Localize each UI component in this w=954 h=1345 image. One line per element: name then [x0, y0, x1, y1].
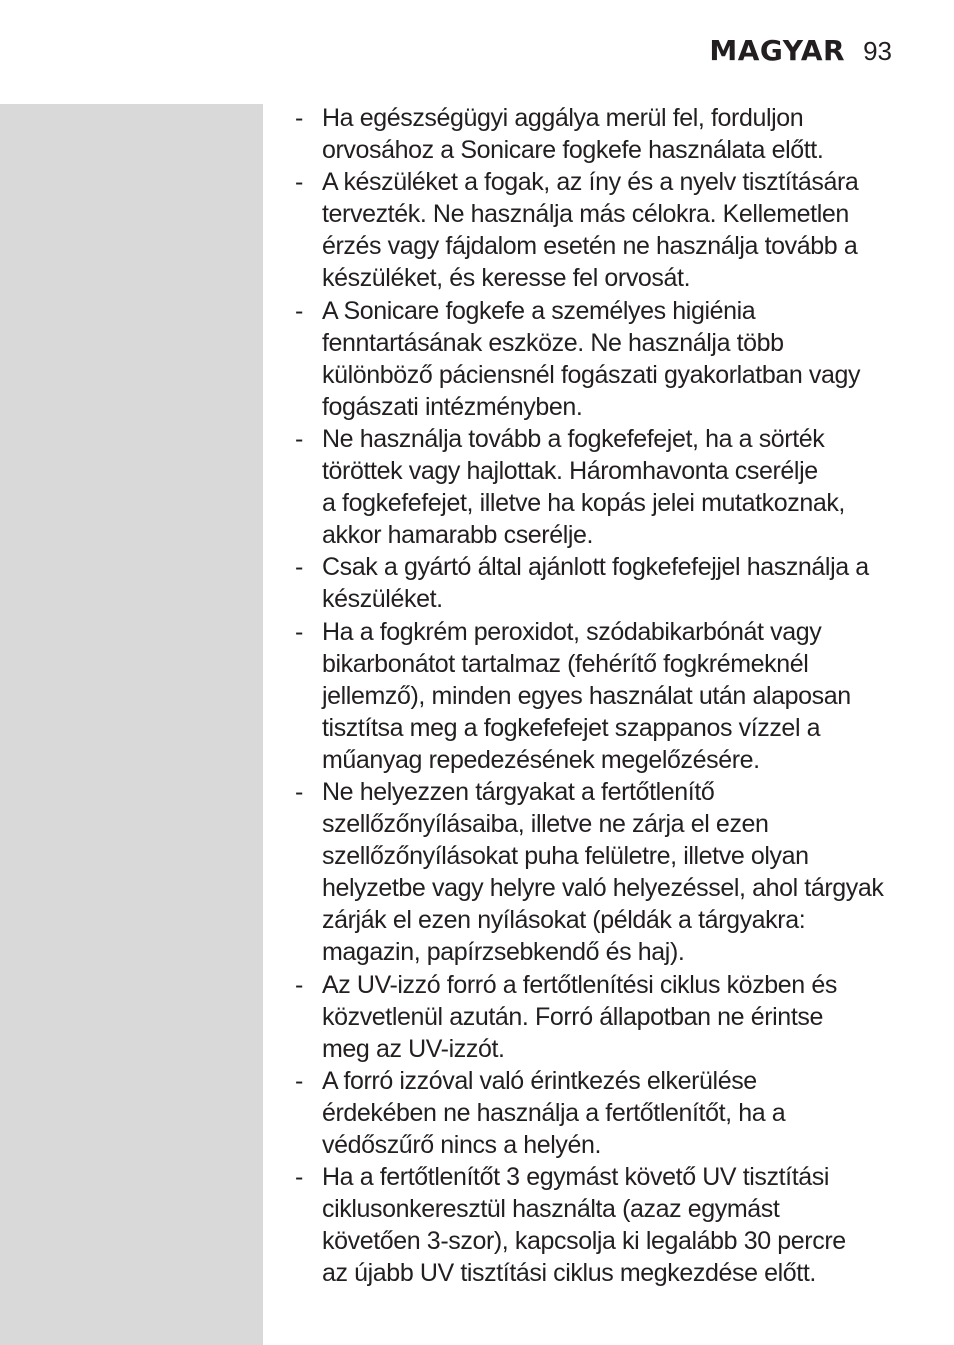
list-item-text: Ha a fertőtlenítőt 3 egymást követő UV tisztítási ciklusonkeresztül használta (azaz egymást követően 3-szor), kapcsolja ki legalább 30 percre az újabb UV tisztítási ciklus megkezdése előtt. — [322, 1163, 846, 1288]
list-marker: - — [295, 104, 303, 132]
list-item — [295, 166, 899, 294]
list-item-text: Az UV-izzó forró a fertőtlenítési ciklus közben és közvetlenül azután. Forró állapotban ne érintse meg az UV-izzót. — [322, 970, 837, 1063]
list-marker: - — [295, 296, 303, 325]
section-title: MAGYAR — [709, 34, 846, 67]
list-item — [295, 1161, 899, 1289]
list-marker: - — [295, 1163, 303, 1192]
page-number: 93 — [863, 36, 892, 66]
list-marker: - — [295, 970, 303, 999]
list-item — [295, 102, 899, 166]
list-marker: - — [295, 424, 303, 453]
list-marker: - — [295, 553, 303, 582]
list-marker: - — [295, 1066, 303, 1095]
list-item-text: Ne helyezzen tárgyakat a fertőtlenítő szellőzőnyílásaiba, illetve ne zárja el ezen szellőzőnyílásokat puha felületre, illetve olyan helyzetbe vagy helyre való helyezéssel, ahol tárgyak zárják el ezen nyílásokat (példák a tárgyakra: magazin, papírzsebkendő és haj). — [322, 777, 884, 967]
list-marker: - — [295, 777, 303, 806]
list-item — [295, 295, 899, 423]
sidebar-panel — [0, 104, 263, 1345]
page-header — [709, 34, 892, 67]
list-item-text: Csak a gyártó által ajánlott fogkefefejjel használja a készüléket. — [322, 553, 869, 614]
list-item-text: Ne használja tovább a fogkefefejet, ha a sörték töröttek vagy hajlottak. Háromhavonta cserélje a fogkefefejet, illetve ha kopás jelei mutatkoznak, akkor hamarabb cserélje. — [322, 424, 845, 550]
list-marker: - — [295, 168, 303, 197]
list-item-text: A Sonicare fogkefe a személyes higiénia fenntartásának eszköze. Ne használja több különböző páciensnél fogászati gyakorlatban vagy fogászati intézményben. — [322, 296, 861, 421]
list-item-text: A készüléket a fogak, az íny és a nyelv tisztítására tervezték. Ne használja más célokra. Kellemetlen érzés vagy fájdalom esetén ne használja tovább a készüléket, és keresse fel orvosát. — [322, 168, 859, 293]
list-item — [295, 423, 899, 551]
list-item-text: A forró izzóval való érintkezés elkerülése érdekében ne használja a fertőtlenítőt, ha a védőszűrő nincs a helyén. — [322, 1066, 786, 1159]
list-item — [295, 616, 899, 776]
list-item — [295, 969, 899, 1065]
list-item — [295, 1065, 899, 1161]
list-item — [295, 551, 899, 615]
list-item-text: Ha egészségügyi aggálya merül fel, forduljon orvosához a Sonicare fogkefe használata előtt. — [322, 104, 824, 165]
list-item-text: Ha a fogkrém peroxidot, szódabikarbónát vagy bikarbonátot tartalmaz (fehérítő fogkrémeknél jellemző), minden egyes használat után alaposan tisztítsa meg a fogkefefejet szappanos vízzel a műanyag repedezésének megelőzésére. — [322, 617, 851, 774]
warning-list — [295, 102, 899, 1289]
list-item — [295, 776, 899, 969]
main-content — [295, 102, 899, 1289]
list-marker: - — [295, 617, 303, 646]
